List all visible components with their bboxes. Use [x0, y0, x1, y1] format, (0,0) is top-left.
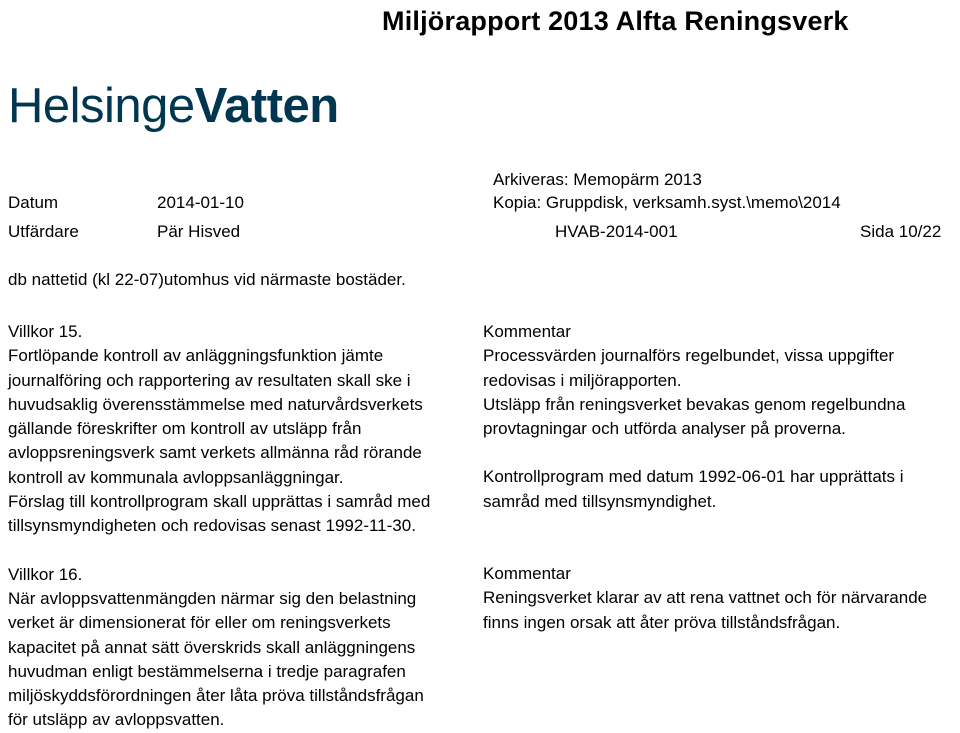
comment-16-heading: Kommentar: [483, 564, 571, 584]
condition-15-line: tillsynsmyndigheten och redovisas senast 1992-11-30.: [8, 516, 416, 536]
comment-15-line: samråd med tillsynsmyndighet.: [483, 491, 717, 511]
comment-15-line: Kontrollprogram med datum 1992-06-01 har upprättats i: [483, 467, 904, 487]
comment-16-line: finns ingen orsak att åter pröva tillståndsfrågan.: [483, 612, 841, 632]
condition-15-line: Fortlöpande kontroll av anläggningsfunktion jämte: [8, 346, 384, 366]
logo-text-vatten: Vatten: [194, 79, 339, 133]
condition-16-line: för utsläpp av avloppsvatten.: [8, 710, 225, 730]
spacer: [483, 441, 953, 465]
date-label: Datum: [8, 193, 59, 212]
date-value: 2014-01-10: [157, 193, 244, 212]
spacer: [483, 538, 953, 562]
issuer-label: Utfärdare: [8, 222, 79, 241]
issuer-value: Pär Hisved: [157, 222, 241, 241]
comments-column: [483, 320, 953, 635]
archive-line: Arkiveras: Memopärm 2013: [493, 170, 702, 189]
comment-15-line: Utsläpp från reningsverket bevakas genom regelbundna: [483, 394, 906, 414]
condition-16-line: kapacitet på annat sätt överskrids skall anläggningens: [8, 637, 416, 657]
condition-15-heading: Villkor 15.: [8, 322, 83, 341]
intro-text: db nattetid (kl 22-07)utomhus vid närmaste bostäder.: [8, 270, 406, 289]
logo-text-helsinge: Helsinge: [8, 79, 195, 133]
comment-16-line: Reningsverket klarar av att rena vattnet och för närvarande: [483, 588, 928, 608]
document-title: Miljörapport 2013 Alfta Reningsverk: [382, 6, 849, 36]
conditions-column: [8, 320, 478, 733]
condition-15-line: gällande föreskrifter om kontroll av utsläpp från: [8, 419, 362, 439]
copy-line: Kopia: Gruppdisk, verksamh.syst.\memo\2014: [493, 193, 841, 212]
helsingevatten-logo: [8, 79, 339, 133]
comment-15-heading: Kommentar: [483, 322, 571, 341]
condition-16-line: huvudman enligt bestämmelserna i tredje paragrafen: [8, 661, 406, 681]
document-number: HVAB-2014-001: [555, 222, 678, 241]
condition-15-line: kontroll av kommunala avloppsanläggningar.: [8, 467, 344, 487]
comment-15-line: redovisas i miljörapporten.: [483, 370, 682, 390]
condition-16-line: När avloppsvattenmängden närmar sig den belastning: [8, 588, 417, 608]
condition-15-line: huvudsaklig överensstämmelse med naturvårdsverkets: [8, 394, 423, 414]
comment-15-line: Processvärden journalförs regelbundet, vissa uppgifter: [483, 346, 895, 366]
condition-16-heading: Villkor 16.: [8, 564, 83, 584]
spacer: [483, 514, 953, 538]
condition-15-line: Förslag till kontrollprogram skall upprättas i samråd med: [8, 492, 431, 512]
page-number: Sida 10/22: [860, 222, 942, 241]
spacer: [8, 539, 478, 563]
condition-15-line: journalföring och rapportering av resultaten skall ske i: [8, 370, 411, 390]
condition-16-line: verket är dimensionerat för eller om reningsverkets: [8, 613, 391, 633]
condition-15-line: avloppsreningsverk samt verkets allmänna råd rörande: [8, 443, 422, 463]
comment-15-line: provtagningar och utförda analyser på proverna.: [483, 419, 846, 439]
condition-16-line: miljöskyddsförordningen åter låta pröva tillståndsfrågan: [8, 686, 424, 706]
